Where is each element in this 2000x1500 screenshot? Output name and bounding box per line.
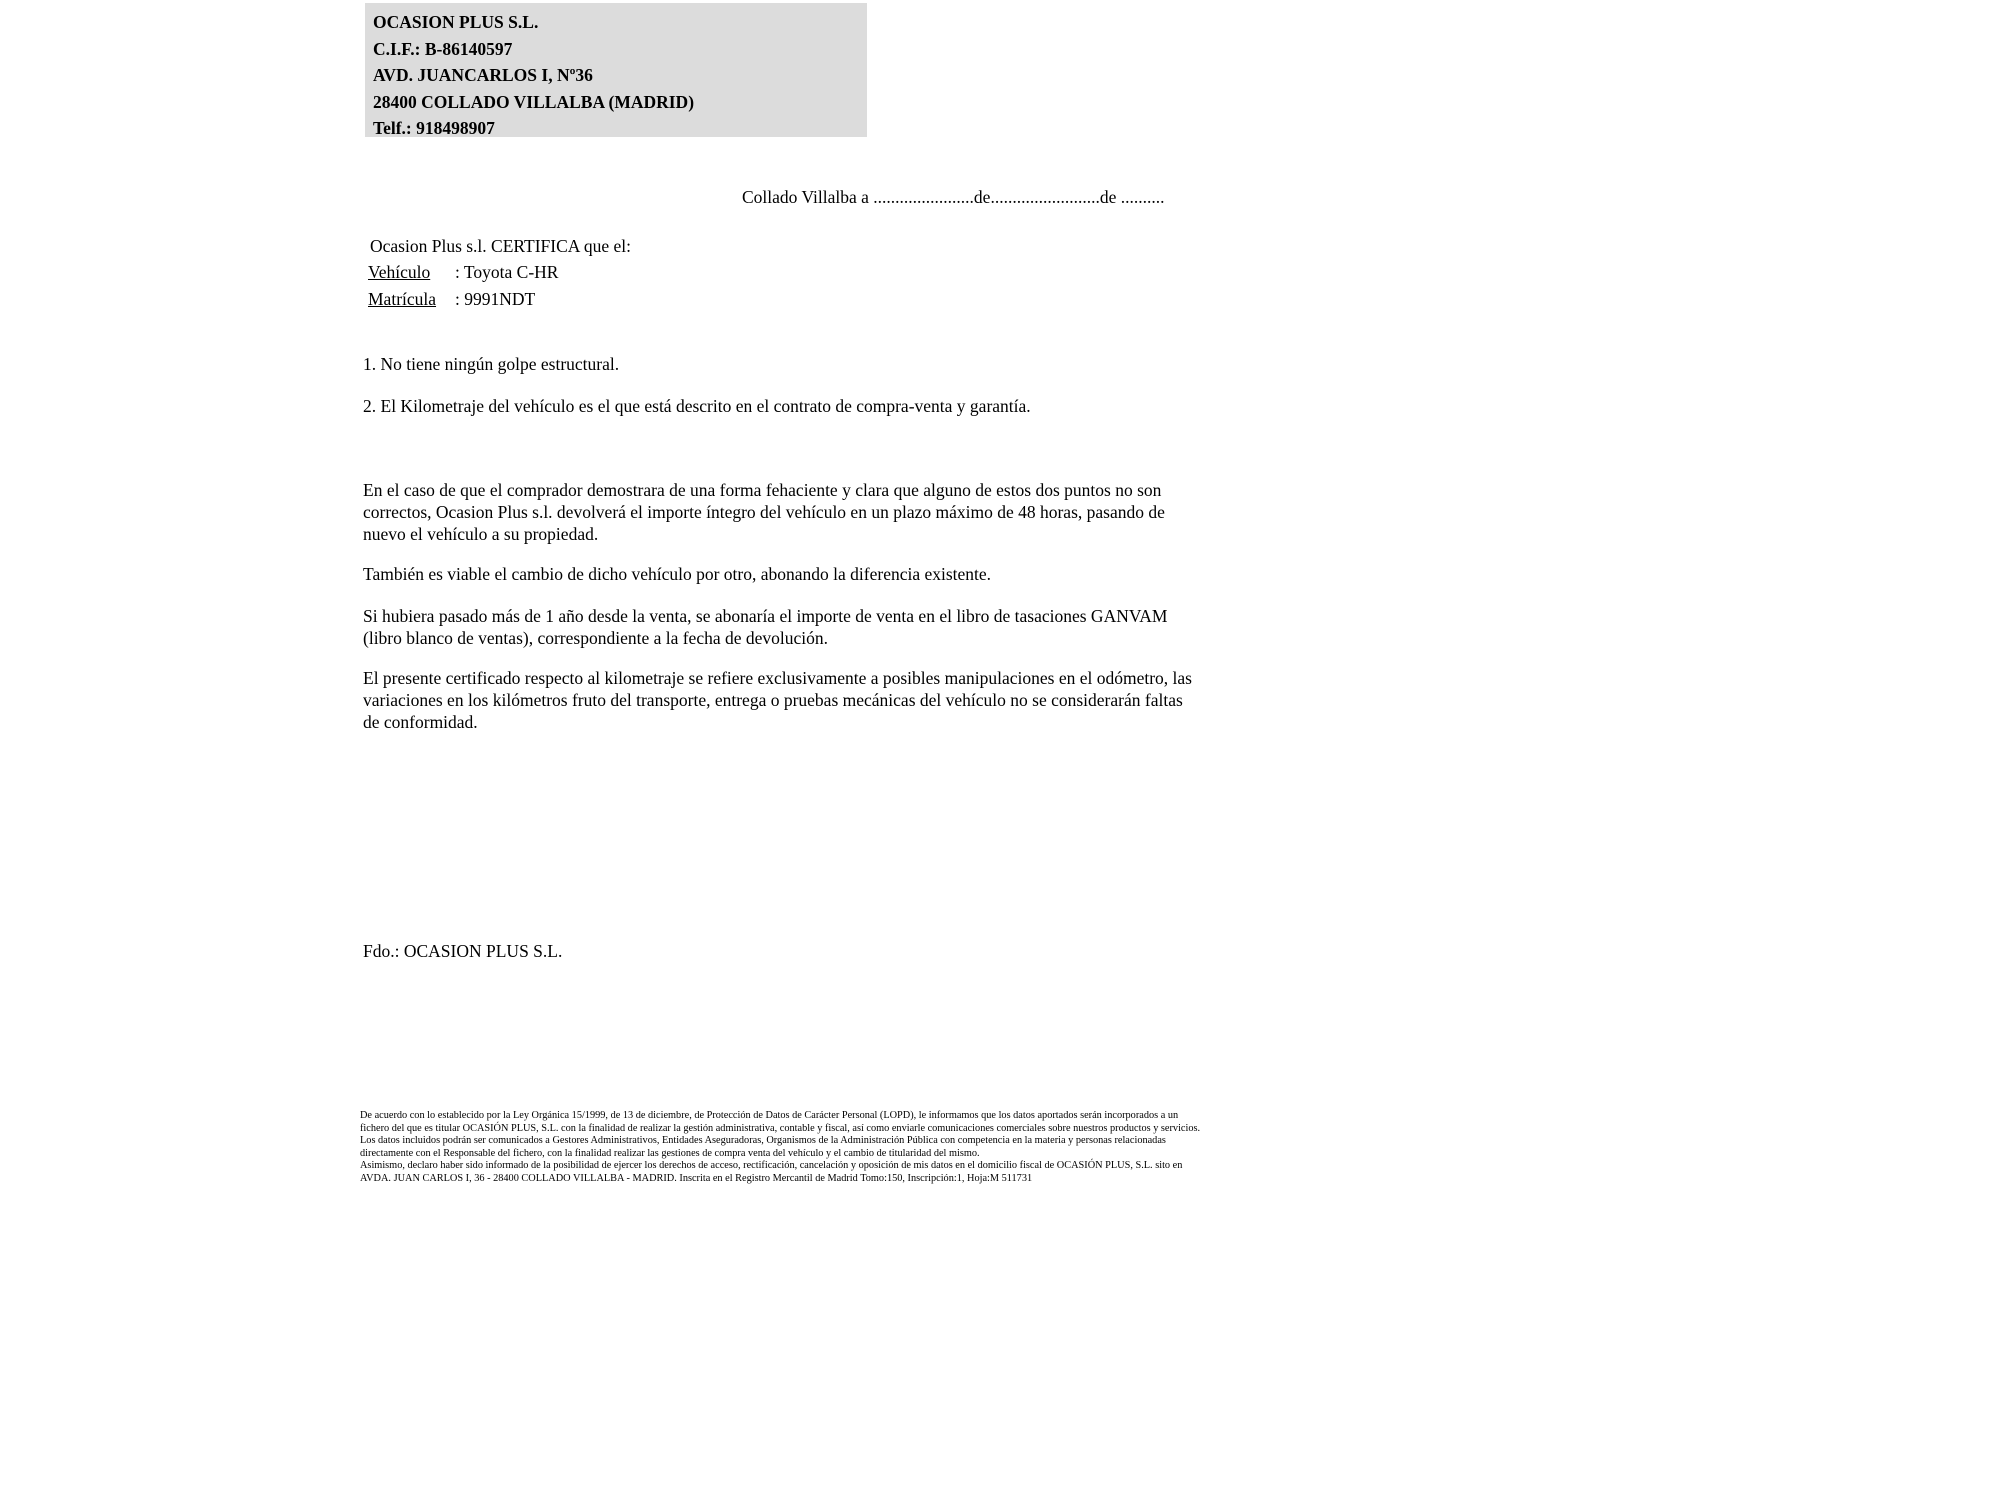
- body-paragraph-ganvam: Si hubiera pasado más de 1 año desde la venta, se abonaría el importe de venta en el libro de tasaciones GANVAM (libro blanco de ventas), correspondiente a la fecha de devolución.: [363, 606, 1168, 648]
- certifies-statement: Ocasion Plus s.l. CERTIFICA que el:: [370, 236, 631, 256]
- plate-label: Matrícula: [368, 289, 437, 309]
- company-address: AVD. JUANCARLOS I, Nº36: [373, 65, 593, 85]
- plate-line: [368, 288, 535, 310]
- body-paragraph-odometer: El presente certificado respecto al kilometraje se refiere exclusivamente a posibles manipulaciones en el odómetro, las variaciones en los kilómetros fruto del transporte, entrega o pruebas mecánicas del vehículo no se considerarán faltas de conformidad.: [363, 668, 1192, 732]
- legal-footer-paragraph-rights: Asimismo, declaro haber sido informado de la posibilidad de ejercer los derechos de acceso, rectificación, cancelación y oposición de mis datos en el domicilio fiscal de OCASIÓN PLUS, S.L. sito en AVDA. JUAN CARLOS I, 36 - 28400 COLLADO VILLALBA - MADRID. Inscrita en el Registro Mercantil de Madrid Tomo:150, Inscripción:1, Hoja:M 511731: [360, 1160, 1183, 1184]
- date-fill-in-line: Collado Villalba a .......................de.........................de ..........: [742, 187, 1165, 207]
- company-name: OCASION PLUS S.L.: [373, 12, 539, 32]
- signature-line: Fdo.: OCASION PLUS S.L.: [363, 941, 563, 961]
- company-cif: C.I.F.: B-86140597: [373, 38, 513, 59]
- legal-footer: [360, 1110, 1205, 1186]
- vehicle-label: Vehículo: [368, 262, 431, 282]
- body-paragraph-exchange: También es viable el cambio de dicho vehículo por otro, abonando la diferencia existente.: [363, 564, 992, 584]
- plate-value: : 9991NDT: [455, 289, 536, 309]
- certificate-point-1: 1. No tiene ningún golpe estructural.: [363, 354, 620, 374]
- vehicle-line: [368, 261, 558, 283]
- company-phone: Telf.: 918498907: [373, 118, 495, 138]
- vehicle-value: : Toyota C-HR: [455, 262, 559, 282]
- legal-footer-paragraph-lopd: De acuerdo con lo establecido por la Ley Orgánica 15/1999, de 13 de diciembre, de Protección de Datos de Carácter Personal (LOPD), le informamos que los datos aportados serán incorporados a un fichero del que es titular OCASIÓN PLUS, S.L. con la finalidad de realizar la gestión administrativa, contable y fiscal, así como enviarle comunicaciones comerciales sobre nuestros productos y servicios.: [360, 1110, 1201, 1134]
- legal-footer-paragraph-data-sharing: Los datos incluidos podrán ser comunicados a Gestores Administrativos, Entidades Aseguradoras, Organismos de la Administración Pública con competencia en la materia y personas relacionadas directamente con el Responsable del fichero, con la finalidad realizar las gestiones de compra venta del vehículo y el cambio de titularidad del mismo.: [360, 1135, 1166, 1159]
- company-header-block: [365, 3, 867, 137]
- certificate-point-2: 2. El Kilometraje del vehículo es el que está descrito en el contrato de compra-venta y garantía.: [363, 396, 1031, 416]
- company-city: 28400 COLLADO VILLALBA (MADRID): [373, 91, 695, 112]
- body-paragraph-refund: En el caso de que el comprador demostrara de una forma fehaciente y clara que alguno de estos dos puntos no son correctos, Ocasion Plus s.l. devolverá el importe íntegro del vehículo en un plazo máximo de 48 horas, pasando de nuevo el vehículo a su propiedad.: [363, 480, 1165, 544]
